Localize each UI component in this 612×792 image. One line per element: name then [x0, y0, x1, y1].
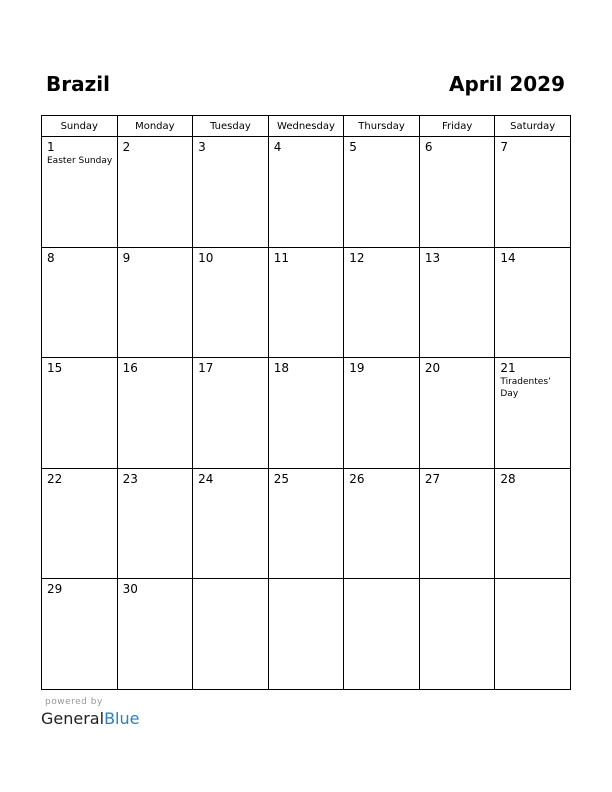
- day-number: 14: [500, 250, 516, 265]
- day-number: 1: [47, 140, 55, 154]
- day-cell: [268, 468, 344, 579]
- day-cell: [42, 247, 118, 358]
- footer-branding: [41, 697, 139, 729]
- day-number: 28: [500, 471, 516, 486]
- powered-by-text: powered by: [45, 697, 103, 707]
- day-cell: [117, 358, 193, 469]
- day-number: 29: [47, 582, 63, 597]
- day-number: 12: [349, 250, 365, 265]
- weekday-monday: Monday: [117, 116, 193, 137]
- day-cell: [419, 468, 495, 579]
- week-row: [42, 579, 571, 690]
- holiday-label: Tiradentes’ Day: [500, 377, 551, 400]
- empty-day-cell: [193, 579, 269, 690]
- day-number: 18: [273, 361, 289, 376]
- country-title: Brazil: [46, 72, 110, 96]
- day-number: 7: [500, 140, 509, 154]
- week-row: [42, 358, 571, 469]
- day-cell: [42, 468, 118, 579]
- day-number: 20: [424, 361, 441, 376]
- empty-day-cell: [268, 579, 344, 690]
- day-number: 30: [122, 582, 138, 597]
- weekday-sunday: Sunday: [42, 116, 118, 137]
- day-number: 11: [273, 250, 289, 265]
- day-number: 5: [349, 140, 357, 154]
- day-cell: [344, 247, 420, 358]
- day-cell: [344, 468, 420, 579]
- weekday-wednesday: Wednesday: [268, 116, 344, 137]
- day-cell: [268, 247, 344, 358]
- day-number: 3: [198, 140, 206, 154]
- day-cell: [42, 579, 118, 690]
- holiday-label: Easter Sunday: [47, 156, 113, 166]
- day-cell: [419, 358, 495, 469]
- day-cell: [419, 247, 495, 358]
- day-number: 9: [122, 250, 131, 265]
- day-cell: [42, 137, 118, 248]
- day-cell: [193, 468, 269, 579]
- day-number: 2: [122, 140, 131, 154]
- day-number: 8: [47, 250, 55, 265]
- day-cell: [193, 247, 269, 358]
- day-cell: [117, 579, 193, 690]
- calendar-body: [42, 137, 571, 690]
- day-number: 10: [198, 250, 214, 265]
- day-cell: [419, 137, 495, 248]
- weekday-header-row: [42, 116, 571, 137]
- day-number: 22: [47, 471, 63, 486]
- weekday-friday: Friday: [419, 116, 495, 137]
- day-number: 15: [47, 361, 63, 376]
- brand-general: General: [41, 709, 105, 728]
- day-number: 23: [122, 471, 138, 486]
- day-cell: [117, 468, 193, 579]
- brand-blue: Blue: [104, 709, 140, 728]
- day-cell: [344, 358, 420, 469]
- day-number: 13: [424, 250, 441, 265]
- day-cell: [268, 137, 344, 248]
- day-number: 17: [198, 361, 214, 376]
- week-row: [42, 468, 571, 579]
- day-cell: [495, 247, 571, 358]
- day-number: 4: [273, 140, 282, 154]
- empty-day-cell: [344, 579, 420, 690]
- weekday-saturday: Saturday: [495, 116, 571, 137]
- day-cell: [495, 137, 571, 248]
- calendar-grid: [41, 115, 571, 690]
- month-year-title: April 2029: [449, 72, 565, 96]
- empty-day-cell: [495, 579, 571, 690]
- day-cell: [193, 358, 269, 469]
- weekday-tuesday: Tuesday: [193, 116, 269, 137]
- week-row: [42, 247, 571, 358]
- day-cell: [344, 137, 420, 248]
- day-number: 24: [198, 471, 214, 486]
- day-number: 16: [122, 361, 138, 376]
- day-cell: [268, 358, 344, 469]
- weekday-thursday: Thursday: [344, 116, 420, 137]
- day-number: 26: [349, 471, 365, 486]
- day-number: 27: [424, 471, 441, 486]
- day-cell: [117, 137, 193, 248]
- day-number: 6: [424, 140, 433, 154]
- day-cell: [117, 247, 193, 358]
- day-cell: [42, 358, 118, 469]
- day-number: 19: [349, 361, 365, 376]
- generalblue-logo: [41, 709, 139, 729]
- day-cell: [495, 358, 571, 469]
- empty-day-cell: [419, 579, 495, 690]
- day-number: 25: [273, 471, 289, 486]
- day-cell: [193, 137, 269, 248]
- day-number: 21: [500, 361, 516, 376]
- day-cell: [495, 468, 571, 579]
- week-row: [42, 137, 571, 248]
